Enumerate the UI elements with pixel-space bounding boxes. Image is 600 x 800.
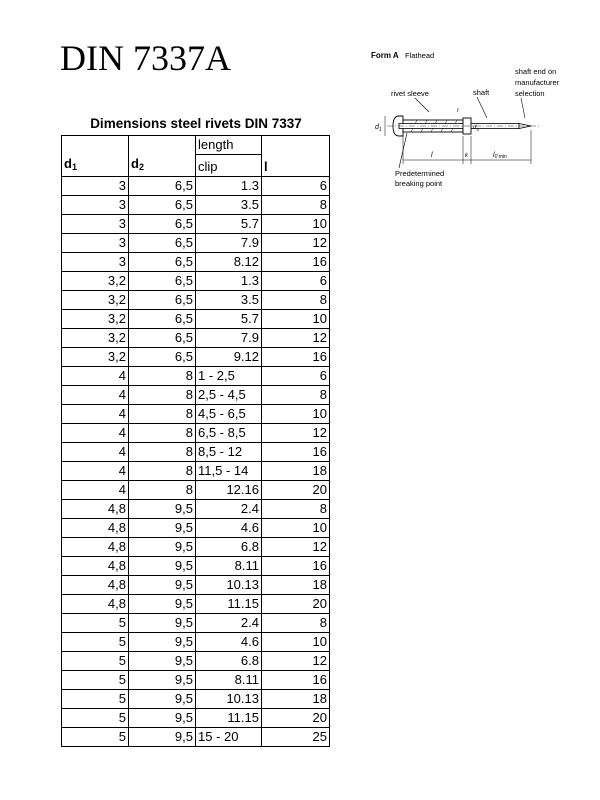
table-row [62,442,330,461]
table-row [62,252,330,271]
cell-l: 20 [262,708,330,727]
rivet-diagram [355,46,575,196]
cell-d1: 3,2 [62,347,129,366]
dimensions-table [61,135,330,747]
cell-l: 18 [262,689,330,708]
cell-d2: 8 [129,442,196,461]
cell-d1: 5 [62,651,129,670]
cell-d1: 4,8 [62,518,129,537]
table-row [62,328,330,347]
table-row [62,499,330,518]
header-empty-1 [62,136,129,155]
cell-clip: 8.12 [196,252,262,271]
header-empty-2 [129,136,196,155]
cell-l: 12 [262,537,330,556]
form-label: Form A [371,51,399,60]
table-row [62,214,330,233]
cell-l: 8 [262,499,330,518]
cell-d1: 3 [62,252,129,271]
cell-d2: 9,5 [129,575,196,594]
table-row [62,309,330,328]
cell-d1: 3 [62,195,129,214]
cell-clip: 12.16 [196,480,262,499]
cell-clip: 4.6 [196,518,262,537]
cell-d2: 8 [129,461,196,480]
rivet-sleeve-label: rivet sleeve [391,89,429,98]
page-title: DIN 7337A [60,38,231,78]
header-l: l [262,155,330,177]
cell-d2: 6,5 [129,347,196,366]
cell-d2: 9,5 [129,499,196,518]
header-empty-4 [262,136,330,155]
cell-d2: 9,5 [129,594,196,613]
shaft-end-label-2: manufacturer [515,78,560,87]
shaft-end-label-1: shaft end on [515,67,557,76]
cell-l: 6 [262,176,330,195]
cell-d2: 9,5 [129,670,196,689]
cell-d1: 4 [62,461,129,480]
cell-l: 6 [262,271,330,290]
cell-d2: 9,5 [129,632,196,651]
cell-l: 16 [262,556,330,575]
table-row [62,632,330,651]
cell-clip: 4.6 [196,632,262,651]
cell-d2: 6,5 [129,176,196,195]
cell-clip: 7.9 [196,233,262,252]
cell-d2: 8 [129,385,196,404]
dim-d1: $d_1$ [375,124,382,133]
cell-clip: 5.7 [196,214,262,233]
cell-d2: 6,5 [129,233,196,252]
shaft-end-label-3: selection [515,89,545,98]
cell-d2: 9,5 [129,651,196,670]
cell-d2: 9,5 [129,613,196,632]
cell-d2: 6,5 [129,309,196,328]
cell-l: 10 [262,404,330,423]
table-row [62,556,330,575]
cell-clip: 8.11 [196,670,262,689]
cell-clip: 11.15 [196,708,262,727]
table-row [62,176,330,195]
table-row [62,651,330,670]
table-row [62,613,330,632]
cell-l: 16 [262,347,330,366]
cell-l: 8 [262,290,330,309]
table-row [62,404,330,423]
cell-d2: 6,5 [129,195,196,214]
cell-clip: 3.5 [196,290,262,309]
cell-clip: 15 - 20 [196,727,262,746]
table-row [62,347,330,366]
cell-l: 16 [262,670,330,689]
cell-d1: 5 [62,708,129,727]
table-row [62,689,330,708]
table-row [62,233,330,252]
cell-d2: 6,5 [129,290,196,309]
cell-d1: 5 [62,613,129,632]
dim-k: k [465,153,468,159]
dim-l0: l0 min [493,152,507,160]
cell-l: 12 [262,423,330,442]
cell-clip: 7.9 [196,328,262,347]
cell-clip: 1.3 [196,176,262,195]
cell-d2: 6,5 [129,328,196,347]
cell-clip: 6.8 [196,651,262,670]
cell-l: 20 [262,480,330,499]
table-row [62,195,330,214]
cell-clip: 1 - 2,5 [196,366,262,385]
cell-d1: 4 [62,442,129,461]
cell-clip: 11.15 [196,594,262,613]
cell-clip: 2,5 - 4,5 [196,385,262,404]
cell-l: 12 [262,651,330,670]
cell-clip: 11,5 - 14 [196,461,262,480]
cell-clip: 8.11 [196,556,262,575]
table-row [62,727,330,746]
table-row [62,670,330,689]
cell-d1: 3,2 [62,290,129,309]
cell-d1: 5 [62,632,129,651]
cell-l: 10 [262,518,330,537]
dim-d3: $d_3$ [473,125,479,132]
cell-d1: 4,8 [62,575,129,594]
cell-d2: 9,5 [129,556,196,575]
cell-d2: 9,5 [129,518,196,537]
table-row [62,480,330,499]
form-type: Flathead [405,51,435,60]
cell-l: 8 [262,195,330,214]
dim-l: l [431,152,433,159]
cell-d1: 4,8 [62,556,129,575]
cell-d1: 4 [62,366,129,385]
cell-l: 8 [262,385,330,404]
cell-d1: 3,2 [62,271,129,290]
cell-l: 12 [262,328,330,347]
cell-d2: 6,5 [129,214,196,233]
cell-clip: 2.4 [196,613,262,632]
header-clip: clip [196,155,262,177]
breaking-point-label-1: Predetermined [395,169,445,178]
table-row [62,290,330,309]
shaft-label: shaft [473,88,490,97]
table-row [62,708,330,727]
cell-d1: 3,2 [62,328,129,347]
cell-l: 16 [262,442,330,461]
header-length: length [196,136,262,155]
cell-l: 10 [262,309,330,328]
cell-d2: 8 [129,366,196,385]
cell-d1: 4 [62,404,129,423]
cell-l: 12 [262,233,330,252]
table-row [62,385,330,404]
cell-l: 20 [262,594,330,613]
table-row [62,423,330,442]
cell-clip: 10.13 [196,689,262,708]
cell-d1: 4,8 [62,499,129,518]
table-row [62,271,330,290]
cell-d2: 9,5 [129,727,196,746]
cell-d1: 3,2 [62,309,129,328]
cell-l: 8 [262,613,330,632]
dim-r: r [457,108,459,114]
cell-d1: 4 [62,423,129,442]
header-d1: $d_1$ [62,155,129,177]
table-row [62,366,330,385]
cell-clip: 5.7 [196,309,262,328]
cell-d2: 8 [129,480,196,499]
cell-clip: 6,5 - 8,5 [196,423,262,442]
cell-l: 18 [262,461,330,480]
table-row [62,537,330,556]
cell-l: 16 [262,252,330,271]
cell-d1: 3 [62,214,129,233]
cell-d1: 4,8 [62,594,129,613]
cell-clip: 2.4 [196,499,262,518]
cell-l: 25 [262,727,330,746]
cell-d2: 6,5 [129,271,196,290]
cell-d1: 3 [62,176,129,195]
cell-d1: 3 [62,233,129,252]
header-d2: $d_2$ [129,155,196,177]
table-row [62,518,330,537]
table-row [62,575,330,594]
cell-l: 6 [262,366,330,385]
cell-d1: 5 [62,727,129,746]
cell-clip: 3.5 [196,195,262,214]
cell-clip: 10.13 [196,575,262,594]
cell-d1: 5 [62,689,129,708]
cell-d1: 4 [62,480,129,499]
cell-d1: 5 [62,670,129,689]
cell-clip: 9.12 [196,347,262,366]
table-row [62,594,330,613]
cell-d2: 9,5 [129,689,196,708]
cell-d2: 6,5 [129,252,196,271]
cell-d1: 4 [62,385,129,404]
cell-d2: 8 [129,404,196,423]
cell-clip: 6.8 [196,537,262,556]
cell-d2: 9,5 [129,537,196,556]
cell-d2: 8 [129,423,196,442]
cell-l: 18 [262,575,330,594]
table-body [62,176,330,746]
breaking-point-label-2: breaking point [395,179,443,188]
cell-d1: 4,8 [62,537,129,556]
cell-clip: 4,5 - 6,5 [196,404,262,423]
table-caption: Dimensions steel rivets DIN 7337 [90,116,302,131]
cell-l: 10 [262,632,330,651]
cell-clip: 1.3 [196,271,262,290]
table-row [62,461,330,480]
cell-clip: 8,5 - 12 [196,442,262,461]
cell-l: 10 [262,214,330,233]
cell-d2: 9,5 [129,708,196,727]
